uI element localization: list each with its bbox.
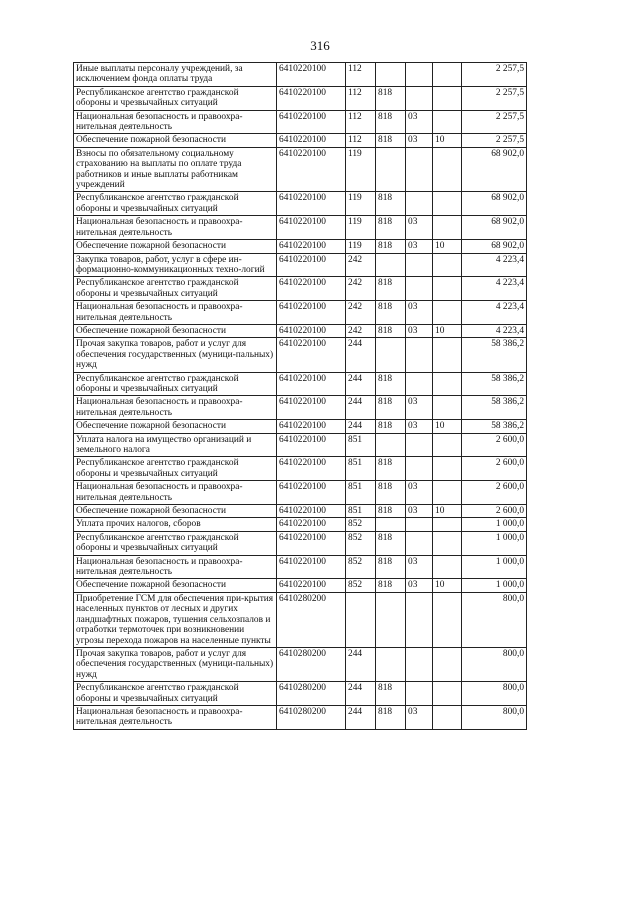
expense-name-cell: Национальная безопасность и правоохра-нительная деятельность: [74, 555, 277, 579]
subsection-code-cell: [433, 647, 462, 681]
table-row: [74, 324, 527, 337]
subsection-code-cell: [433, 531, 462, 555]
expense-name-cell: Взносы по обязательному социальному страхованию на выплаты по оплате труда работников и иные выплаты работникам учреждений: [74, 147, 277, 192]
amount-cell: 2 600,0: [462, 457, 527, 481]
table-row: [74, 216, 527, 240]
subsection-code-cell: [433, 216, 462, 240]
expense-name-cell: Республиканское агентство гражданской обороны и чрезвычайных ситуаций: [74, 682, 277, 706]
budget-table: [73, 62, 527, 730]
amount-cell: 4 223,4: [462, 277, 527, 301]
administrator-code-cell: [376, 518, 406, 531]
target-article-cell: 6410220100: [277, 301, 346, 325]
subsection-code-cell: [433, 682, 462, 706]
target-article-cell: 6410220100: [277, 555, 346, 579]
administrator-code-cell: 818: [376, 110, 406, 134]
table-row: [74, 338, 527, 372]
expense-name-cell: Прочая закупка товаров, работ и услуг для обеспечения государственных (муници-пальных) нужд: [74, 647, 277, 681]
subsection-code-cell: 10: [433, 420, 462, 433]
table-row: [74, 134, 527, 147]
expense-name-cell: Уплата налога на имущество организаций и земельного налога: [74, 433, 277, 457]
amount-cell: 1 000,0: [462, 579, 527, 592]
table-row: [74, 240, 527, 253]
expense-name-cell: Республиканское агентство гражданской обороны и чрезвычайных ситуаций: [74, 372, 277, 396]
administrator-code-cell: [376, 433, 406, 457]
expense-type-cell: 852: [346, 518, 376, 531]
subsection-code-cell: [433, 433, 462, 457]
amount-cell: 58 386,2: [462, 372, 527, 396]
administrator-code-cell: 818: [376, 372, 406, 396]
amount-cell: 68 902,0: [462, 147, 527, 192]
subsection-code-cell: [433, 705, 462, 729]
expense-name-cell: Национальная безопасность и правоохра-нительная деятельность: [74, 110, 277, 134]
section-code-cell: [406, 253, 433, 277]
table-row: [74, 433, 527, 457]
expense-type-cell: 119: [346, 240, 376, 253]
expense-name-cell: Национальная безопасность и правоохра-нительная деятельность: [74, 481, 277, 505]
subsection-code-cell: 10: [433, 134, 462, 147]
expense-type-cell: 852: [346, 555, 376, 579]
expense-type-cell: 242: [346, 277, 376, 301]
table-row: [74, 253, 527, 277]
table-row: [74, 301, 527, 325]
target-article-cell: 6410220100: [277, 147, 346, 192]
expense-name-cell: Иные выплаты персоналу учреждений, за исключением фонда оплаты труда: [74, 63, 277, 87]
section-code-cell: [406, 433, 433, 457]
subsection-code-cell: 10: [433, 324, 462, 337]
table-row: [74, 372, 527, 396]
expense-name-cell: Национальная безопасность и правоохра-нительная деятельность: [74, 396, 277, 420]
table-row: [74, 277, 527, 301]
table-row: [74, 592, 527, 647]
target-article-cell: 6410280200: [277, 647, 346, 681]
expense-name-cell: Национальная безопасность и правоохра-нительная деятельность: [74, 301, 277, 325]
expense-type-cell: 851: [346, 505, 376, 518]
subsection-code-cell: [433, 555, 462, 579]
amount-cell: 58 386,2: [462, 338, 527, 372]
administrator-code-cell: 818: [376, 555, 406, 579]
expense-type-cell: 119: [346, 216, 376, 240]
administrator-code-cell: 818: [376, 240, 406, 253]
section-code-cell: 03: [406, 134, 433, 147]
table-row: [74, 457, 527, 481]
amount-cell: 2 257,5: [462, 110, 527, 134]
expense-name-cell: Республиканское агентство гражданской обороны и чрезвычайных ситуаций: [74, 531, 277, 555]
expense-name-cell: Прочая закупка товаров, работ и услуг для обеспечения государственных (муници-пальных) нужд: [74, 338, 277, 372]
expense-name-cell: Приобретение ГСМ для обеспечения при-крытия населенных пунктов от лесных и других ландшафтных пожаров, тушения сельхозпалов и отработки термоточек при возникновении угрозы перехода пожаров на населенные пункты: [74, 592, 277, 647]
target-article-cell: 6410220100: [277, 518, 346, 531]
section-code-cell: [406, 518, 433, 531]
administrator-code-cell: 818: [376, 705, 406, 729]
table-row: [74, 531, 527, 555]
page-number: 316: [310, 38, 330, 53]
expense-name-cell: Обеспечение пожарной безопасности: [74, 420, 277, 433]
expense-type-cell: 851: [346, 481, 376, 505]
amount-cell: 4 223,4: [462, 253, 527, 277]
amount-cell: 58 386,2: [462, 396, 527, 420]
table-row: [74, 396, 527, 420]
subsection-code-cell: [433, 277, 462, 301]
expense-name-cell: Уплата прочих налогов, сборов: [74, 518, 277, 531]
expense-type-cell: 852: [346, 579, 376, 592]
expense-type-cell: 244: [346, 647, 376, 681]
subsection-code-cell: [433, 372, 462, 396]
table-row: [74, 505, 527, 518]
section-code-cell: 03: [406, 505, 433, 518]
amount-cell: 2 257,5: [462, 134, 527, 147]
subsection-code-cell: 10: [433, 240, 462, 253]
target-article-cell: 6410220100: [277, 192, 346, 216]
expense-type-cell: 119: [346, 147, 376, 192]
section-code-cell: 03: [406, 240, 433, 253]
target-article-cell: 6410220100: [277, 457, 346, 481]
expense-type-cell: 851: [346, 433, 376, 457]
administrator-code-cell: 818: [376, 420, 406, 433]
administrator-code-cell: [376, 63, 406, 87]
target-article-cell: 6410220100: [277, 277, 346, 301]
target-article-cell: 6410220100: [277, 481, 346, 505]
subsection-code-cell: [433, 396, 462, 420]
administrator-code-cell: 818: [376, 216, 406, 240]
target-article-cell: 6410220100: [277, 579, 346, 592]
amount-cell: 4 223,4: [462, 301, 527, 325]
expense-type-cell: 852: [346, 531, 376, 555]
expense-type-cell: 244: [346, 372, 376, 396]
table-row: [74, 579, 527, 592]
expense-name-cell: Республиканское агентство гражданской обороны и чрезвычайных ситуаций: [74, 86, 277, 110]
expense-type-cell: 244: [346, 420, 376, 433]
expense-type-cell: 851: [346, 457, 376, 481]
amount-cell: 800,0: [462, 647, 527, 681]
section-code-cell: [406, 338, 433, 372]
target-article-cell: 6410220100: [277, 63, 346, 87]
target-article-cell: 6410220100: [277, 134, 346, 147]
target-article-cell: 6410220100: [277, 433, 346, 457]
administrator-code-cell: 818: [376, 531, 406, 555]
expense-type-cell: 242: [346, 253, 376, 277]
amount-cell: 4 223,4: [462, 324, 527, 337]
administrator-code-cell: 818: [376, 86, 406, 110]
amount-cell: 800,0: [462, 705, 527, 729]
amount-cell: 58 386,2: [462, 420, 527, 433]
administrator-code-cell: 818: [376, 396, 406, 420]
administrator-code-cell: 818: [376, 324, 406, 337]
section-code-cell: 03: [406, 110, 433, 134]
expense-name-cell: Обеспечение пожарной безопасности: [74, 579, 277, 592]
administrator-code-cell: 818: [376, 457, 406, 481]
target-article-cell: 6410220100: [277, 531, 346, 555]
expense-type-cell: 244: [346, 396, 376, 420]
amount-cell: 68 902,0: [462, 216, 527, 240]
expense-name-cell: Обеспечение пожарной безопасности: [74, 240, 277, 253]
expense-name-cell: Обеспечение пожарной безопасности: [74, 324, 277, 337]
target-article-cell: 6410220100: [277, 110, 346, 134]
administrator-code-cell: 818: [376, 277, 406, 301]
target-article-cell: 6410220100: [277, 420, 346, 433]
table-row: [74, 555, 527, 579]
target-article-cell: 6410220100: [277, 372, 346, 396]
amount-cell: 2 600,0: [462, 481, 527, 505]
table-row: [74, 518, 527, 531]
table-row: [74, 647, 527, 681]
section-code-cell: [406, 147, 433, 192]
expense-name-cell: Национальная безопасность и правоохра-нительная деятельность: [74, 216, 277, 240]
administrator-code-cell: [376, 253, 406, 277]
table-row: [74, 481, 527, 505]
amount-cell: 800,0: [462, 682, 527, 706]
expense-name-cell: Обеспечение пожарной безопасности: [74, 134, 277, 147]
administrator-code-cell: [376, 147, 406, 192]
target-article-cell: 6410220100: [277, 253, 346, 277]
section-code-cell: [406, 592, 433, 647]
section-code-cell: [406, 647, 433, 681]
administrator-code-cell: [376, 592, 406, 647]
expense-type-cell: 112: [346, 86, 376, 110]
amount-cell: 68 902,0: [462, 240, 527, 253]
expense-name-cell: Обеспечение пожарной безопасности: [74, 505, 277, 518]
subsection-code-cell: 10: [433, 505, 462, 518]
subsection-code-cell: [433, 338, 462, 372]
section-code-cell: [406, 63, 433, 87]
expense-type-cell: 244: [346, 338, 376, 372]
expense-type-cell: 112: [346, 134, 376, 147]
target-article-cell: 6410220100: [277, 505, 346, 518]
section-code-cell: [406, 192, 433, 216]
target-article-cell: 6410220100: [277, 396, 346, 420]
target-article-cell: 6410220100: [277, 86, 346, 110]
expense-name-cell: Республиканское агентство гражданской обороны и чрезвычайных ситуаций: [74, 457, 277, 481]
amount-cell: 2 600,0: [462, 505, 527, 518]
expense-type-cell: 244: [346, 682, 376, 706]
subsection-code-cell: [433, 63, 462, 87]
target-article-cell: 6410220100: [277, 324, 346, 337]
target-article-cell: 6410280200: [277, 592, 346, 647]
amount-cell: 1 000,0: [462, 531, 527, 555]
administrator-code-cell: 818: [376, 682, 406, 706]
amount-cell: 2 257,5: [462, 86, 527, 110]
administrator-code-cell: 818: [376, 192, 406, 216]
amount-cell: 1 000,0: [462, 518, 527, 531]
subsection-code-cell: [433, 86, 462, 110]
administrator-code-cell: [376, 338, 406, 372]
table-row: [74, 192, 527, 216]
subsection-code-cell: 10: [433, 579, 462, 592]
expense-type-cell: 244: [346, 705, 376, 729]
section-code-cell: [406, 457, 433, 481]
administrator-code-cell: 818: [376, 579, 406, 592]
subsection-code-cell: [433, 192, 462, 216]
section-code-cell: 03: [406, 216, 433, 240]
target-article-cell: 6410220100: [277, 338, 346, 372]
target-article-cell: 6410220100: [277, 216, 346, 240]
expense-name-cell: Национальная безопасность и правоохра-нительная деятельность: [74, 705, 277, 729]
section-code-cell: 03: [406, 555, 433, 579]
budget-table-body: [74, 63, 527, 730]
administrator-code-cell: 818: [376, 301, 406, 325]
section-code-cell: 03: [406, 481, 433, 505]
expense-name-cell: Закупка товаров, работ, услуг в сфере ин-формационно-коммуникационных техно-логий: [74, 253, 277, 277]
expense-name-cell: Республиканское агентство гражданской обороны и чрезвычайных ситуаций: [74, 277, 277, 301]
subsection-code-cell: [433, 301, 462, 325]
target-article-cell: 6410280200: [277, 682, 346, 706]
subsection-code-cell: [433, 110, 462, 134]
section-code-cell: [406, 86, 433, 110]
subsection-code-cell: [433, 481, 462, 505]
table-row: [74, 63, 527, 87]
expense-type-cell: 112: [346, 63, 376, 87]
amount-cell: 1 000,0: [462, 555, 527, 579]
subsection-code-cell: [433, 457, 462, 481]
subsection-code-cell: [433, 518, 462, 531]
expense-type-cell: 242: [346, 324, 376, 337]
table-row: [74, 86, 527, 110]
expense-type-cell: 242: [346, 301, 376, 325]
section-code-cell: 03: [406, 324, 433, 337]
table-row: [74, 682, 527, 706]
target-article-cell: 6410220100: [277, 240, 346, 253]
amount-cell: 68 902,0: [462, 192, 527, 216]
administrator-code-cell: [376, 647, 406, 681]
table-row: [74, 705, 527, 729]
subsection-code-cell: [433, 253, 462, 277]
expense-type-cell: 112: [346, 110, 376, 134]
section-code-cell: 03: [406, 301, 433, 325]
section-code-cell: [406, 682, 433, 706]
table-row: [74, 110, 527, 134]
table-row: [74, 420, 527, 433]
subsection-code-cell: [433, 592, 462, 647]
section-code-cell: 03: [406, 705, 433, 729]
amount-cell: 800,0: [462, 592, 527, 647]
administrator-code-cell: 818: [376, 481, 406, 505]
section-code-cell: 03: [406, 396, 433, 420]
section-code-cell: 03: [406, 579, 433, 592]
section-code-cell: [406, 531, 433, 555]
expense-type-cell: 119: [346, 192, 376, 216]
amount-cell: 2 600,0: [462, 433, 527, 457]
administrator-code-cell: 818: [376, 134, 406, 147]
subsection-code-cell: [433, 147, 462, 192]
section-code-cell: 03: [406, 420, 433, 433]
section-code-cell: [406, 277, 433, 301]
administrator-code-cell: 818: [376, 505, 406, 518]
target-article-cell: 6410280200: [277, 705, 346, 729]
expense-name-cell: Республиканское агентство гражданской обороны и чрезвычайных ситуаций: [74, 192, 277, 216]
amount-cell: 2 257,5: [462, 63, 527, 87]
expense-type-cell: [346, 592, 376, 647]
section-code-cell: [406, 372, 433, 396]
table-row: [74, 147, 527, 192]
